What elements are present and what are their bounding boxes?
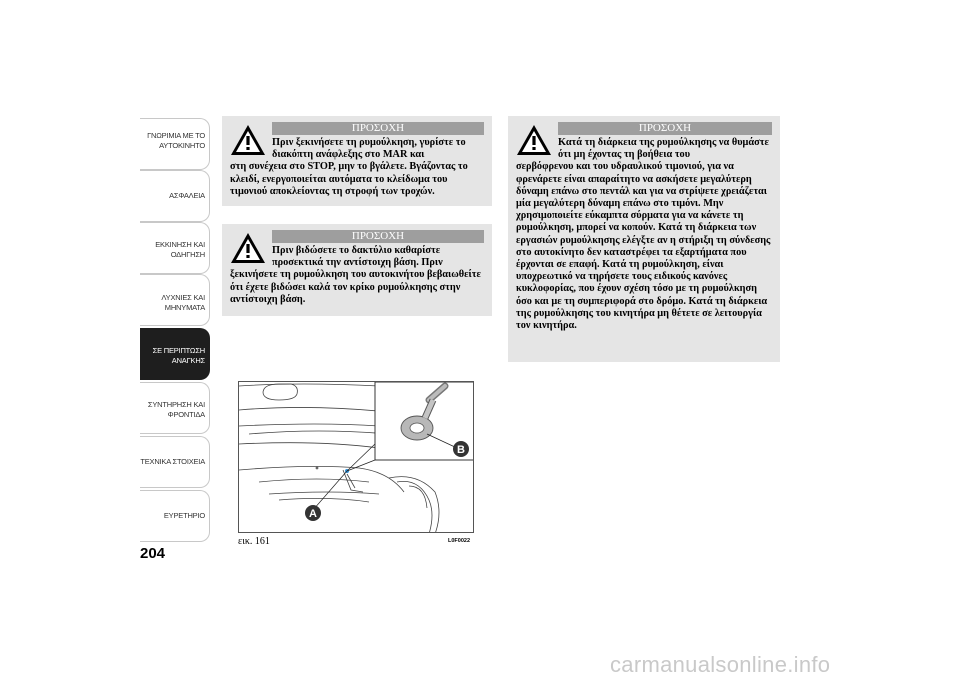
warning-heading: ΠΡΟΣΟΧΗ	[272, 230, 484, 243]
tab-label-line2: ΟΔΗΓΗΣΗ	[170, 250, 205, 259]
warning-box-towing-driving	[508, 116, 780, 362]
tab-emergency[interactable]	[140, 328, 210, 380]
tab-technical-data[interactable]	[140, 436, 210, 488]
tab-label-line2: ΜΗΝΥΜΑΤΑ	[164, 303, 205, 312]
warning-text	[230, 245, 484, 306]
tab-label-line1: ΑΣΦΑΛΕΙΑ	[169, 191, 205, 200]
warning-text-rest: στη συνέχεια στο STOP, μην το βγάλετε. Βγάζοντας το κλειδί, ενεργοποιείται αυτόματα το κλείδωμα του τιμονιού αποκλείοντας τη στροφή των τροχών.	[230, 161, 468, 197]
warning-triangle-icon	[516, 124, 552, 156]
tab-label-line2: ΑΥΤΟΚΙΝΗΤΟ	[159, 141, 205, 150]
warning-text	[230, 137, 484, 198]
warning-triangle-icon	[230, 232, 266, 264]
car-rear-illustration	[239, 382, 474, 533]
warning-text-first: Πριν βιδώσετε το δακτύλιο καθαρίστε προσεκτικά την αντίστοιχη βάση. Πριν	[272, 245, 443, 269]
warning-text-rest: σερβόφρενου και του υδραυλικού τιμονιού, για να φρενάρετε είναι απαραίτητο να ασκήσετε μεγαλύτερη δύναμη επάνω στο πεντάλ και για να στρίψετε χρειάζεται μία μεγαλύτερη δύναμη επάνω στο τιμόνι. Μην χρησιμοποιείτε εύκαμπτα σύρματα για να κάνετε τη ρυμούλκηση, μπορεί να κοπούν. Κατά τη διάρκεια των εργασιών ρυμούλκησης ελέγξτε αν η στήριξη τη σύνδεσης στο αυτοκίνητο δεν καταστρέφει τα εξαρτήματα που έρχονται σε επαφή. Κατά τη ρυμούλκηση, είναι υποχρεωτικό να τηρήσετε τους ειδικούς κανόνες κυκλοφορίας, που έχουν σχέση τόσο με τη ρυμούλκηση όσο και με τη συμπεριφορά στο δρόμο. Κατά τη διάρκεια της ρυμούλκησης του κινητήρα μη θέτετε σε λειτουργία τον κινητήρα.	[516, 161, 771, 332]
warning-text	[516, 137, 772, 332]
tab-safety[interactable]	[140, 170, 210, 222]
figure-code: L0F0022	[448, 538, 471, 544]
watermark: carmanualsonline.info	[610, 652, 831, 677]
tab-label-line1: ΓΝΩΡΙΜΙΑ ΜΕ ΤΟ	[147, 131, 205, 140]
warning-box-towing-ring	[222, 224, 492, 316]
tab-starting-driving[interactable]	[140, 222, 210, 274]
figure-towing-eye	[238, 381, 474, 533]
warning-text-rest: ξεκινήσετε τη ρυμούλκηση του αυτοκινήτου βεβαιωθείτε ότι έχετε βιδώσει καλά τον κρίκο ρυμούλκησης στην αντίστοιχη βάση.	[230, 269, 481, 305]
tab-label-line1: ΛΥΧΝΙΕΣ ΚΑΙ	[161, 293, 205, 302]
warning-text-first: Πριν ξεκινήσετε τη ρυμούλκηση, γυρίστε το διακόπτη ανάφλεξης στο MAR και	[272, 137, 466, 161]
tab-label-line1: ΕΥΡΕΤΗΡΙΟ	[163, 511, 205, 520]
tab-label-line2: ΑΝΑΓΚΗΣ	[171, 356, 205, 365]
tab-maintenance[interactable]	[140, 382, 210, 434]
tab-index[interactable]	[140, 490, 210, 542]
figure-label-a: A	[309, 508, 317, 520]
tab-vehicle-intro[interactable]	[140, 118, 210, 170]
tab-label-line1: ΕΚΚΙΝΗΣΗ ΚΑΙ	[155, 240, 205, 249]
figure-label-b: B	[457, 444, 465, 456]
tab-label-line1: ΣΥΝΤΗΡΗΣΗ ΚΑΙ	[147, 400, 205, 409]
tab-label-line1: ΤΕΧΝΙΚΑ ΣΤΟΙΧΕΙΑ	[140, 457, 205, 466]
figure-caption: εικ. 161	[238, 536, 270, 547]
warning-box-ignition	[222, 116, 492, 206]
tab-lights-messages[interactable]	[140, 274, 210, 326]
warning-heading: ΠΡΟΣΟΧΗ	[272, 122, 484, 135]
warning-text-first: Κατά τη διάρκεια της ρυμούλκησης να θυμάστε ότι μη έχοντας τη βοήθεια του	[558, 137, 769, 161]
page-number: 204	[140, 545, 166, 562]
tab-label-line2: ΦΡΟΝΤΙΔΑ	[167, 410, 205, 419]
tab-label-line1: ΣΕ ΠΕΡΙΠΤΩΣΗ	[152, 346, 205, 355]
warning-heading: ΠΡΟΣΟΧΗ	[558, 122, 772, 135]
warning-triangle-icon	[230, 124, 266, 156]
